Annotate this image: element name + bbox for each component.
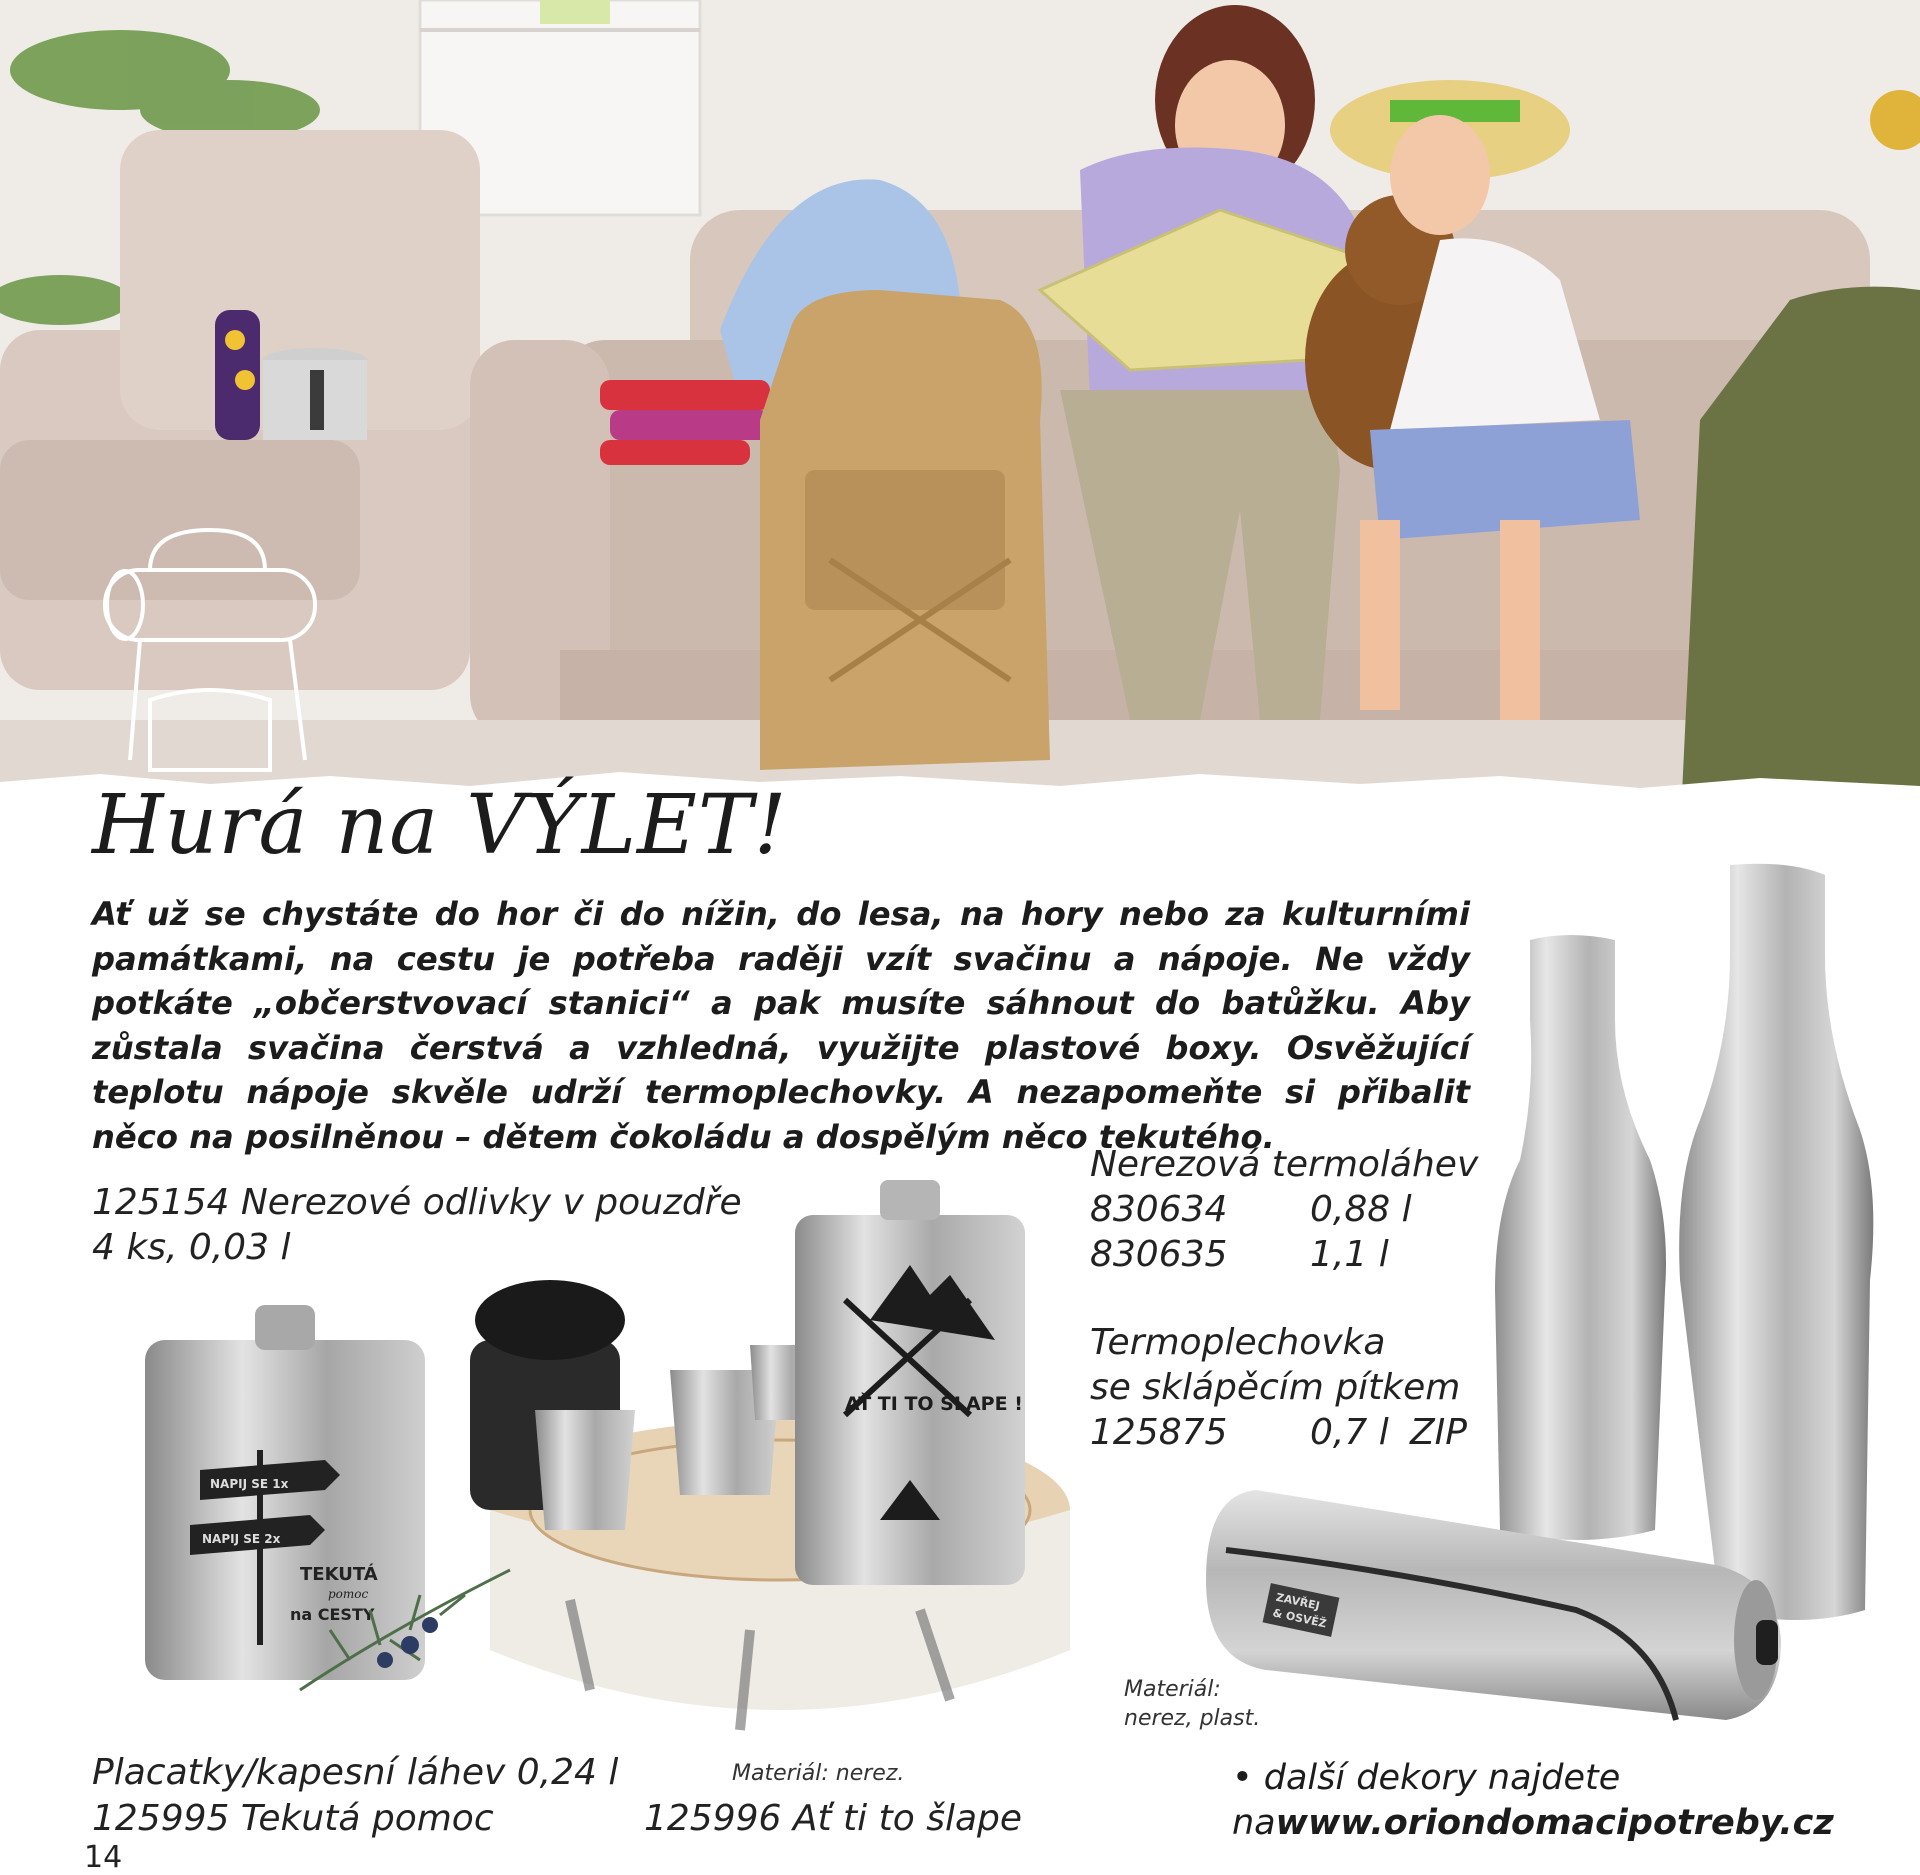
- intro-paragraph: [92, 892, 1470, 1159]
- can-label-2: & OSVĚŽ: [1271, 1606, 1328, 1631]
- thermo-can-code: 125875: [1090, 1412, 1228, 1453]
- juniper-twig-image: [290, 1550, 530, 1700]
- thermo-can-line-2: se sklápěcím pítkem: [1090, 1367, 1461, 1408]
- thermo-can-extra: ZIP: [1410, 1412, 1467, 1453]
- flask-right-print: AŤ TI TO ŠLAPE !: [845, 1393, 1023, 1415]
- intro-text: Ať už se chystáte do hor či do nížin, do lesa, na hory nebo za kulturními památkami, na cestu je potřeba raději vzít svačinu a nápoje. Ne vždy potkáte „občerstvovací stanici“ a pak musíte sáhnout do batůžku. Aby zůstala svačina čerstvá a vzhledná, využijte plastové boxy. Osvěžující teplotu nápoje skvěle udrží termoplechovky. A nezapomeňte si přibalit něco na posilněnou – dětem čokoládu a dospělým něco tekutého.: [92, 895, 1470, 1156]
- page-number: 14: [84, 1840, 123, 1875]
- thermos-variant-1-volume: 0,88 l: [1310, 1189, 1412, 1230]
- cups-and-flask-image: [450, 1170, 1090, 1740]
- cups-line-1: 125154 Nerezové odlivky v pouzdře: [92, 1182, 742, 1223]
- more-decors-bullet: • další dekory najdete: [1232, 1758, 1621, 1798]
- thermos-name: Nerezová termoláhev: [1090, 1144, 1479, 1185]
- family-on-sofa-illustration: [0, 0, 1920, 835]
- thermos-variant-2-code: 830635: [1090, 1234, 1228, 1275]
- flask-item-1: 125995 Tekutá pomoc: [92, 1798, 494, 1839]
- flasks-material: Materiál: nerez.: [732, 1761, 905, 1786]
- thermo-can-line-1: Termoplechovka: [1090, 1322, 1386, 1363]
- flask-text-3: na CESTY: [290, 1605, 375, 1624]
- thermos-variant-1: [1090, 1187, 1478, 1232]
- thermo-can-label: [1090, 1320, 1467, 1455]
- website-prefix: na: [1232, 1803, 1276, 1843]
- website-link[interactable]: www.oriondomacipotreby.cz: [1275, 1803, 1834, 1843]
- flasks-name: Placatky/kapesní láhev 0,24 l: [92, 1752, 619, 1793]
- thermos-variant-1-code: 830634: [1090, 1189, 1228, 1230]
- thermo-can-image: [1196, 1470, 1816, 1770]
- page-title: Hurá na VÝLET!: [92, 778, 788, 873]
- thermo-can-volume: 0,7 l: [1310, 1412, 1389, 1453]
- thermos-label: [1090, 1142, 1478, 1277]
- thermos-variant-2: [1090, 1232, 1478, 1277]
- flask-sign-2: NAPIJ SE 2x: [202, 1532, 281, 1546]
- can-label-1: ZAVŘEJ: [1274, 1590, 1321, 1613]
- thermo-can-line-3: [1090, 1410, 1467, 1455]
- thermo-can-material-2: nerez, plast.: [1124, 1706, 1261, 1731]
- thermos-variant-2-volume: 1,1 l: [1310, 1234, 1389, 1275]
- thermo-can-material-1: Materiál:: [1124, 1677, 1221, 1702]
- website-line: [1232, 1801, 1834, 1846]
- flask-sign-1: NAPIJ SE 1x: [210, 1477, 289, 1491]
- flask-item-2: 125996 Ať ti to šlape: [644, 1798, 1023, 1839]
- cups-line-2: 4 ks, 0,03 l: [92, 1227, 291, 1268]
- flask-text-1: TEKUTÁ: [300, 1564, 378, 1585]
- flask-text-2: pomoc: [328, 1587, 369, 1601]
- hero-photo: [0, 0, 1920, 835]
